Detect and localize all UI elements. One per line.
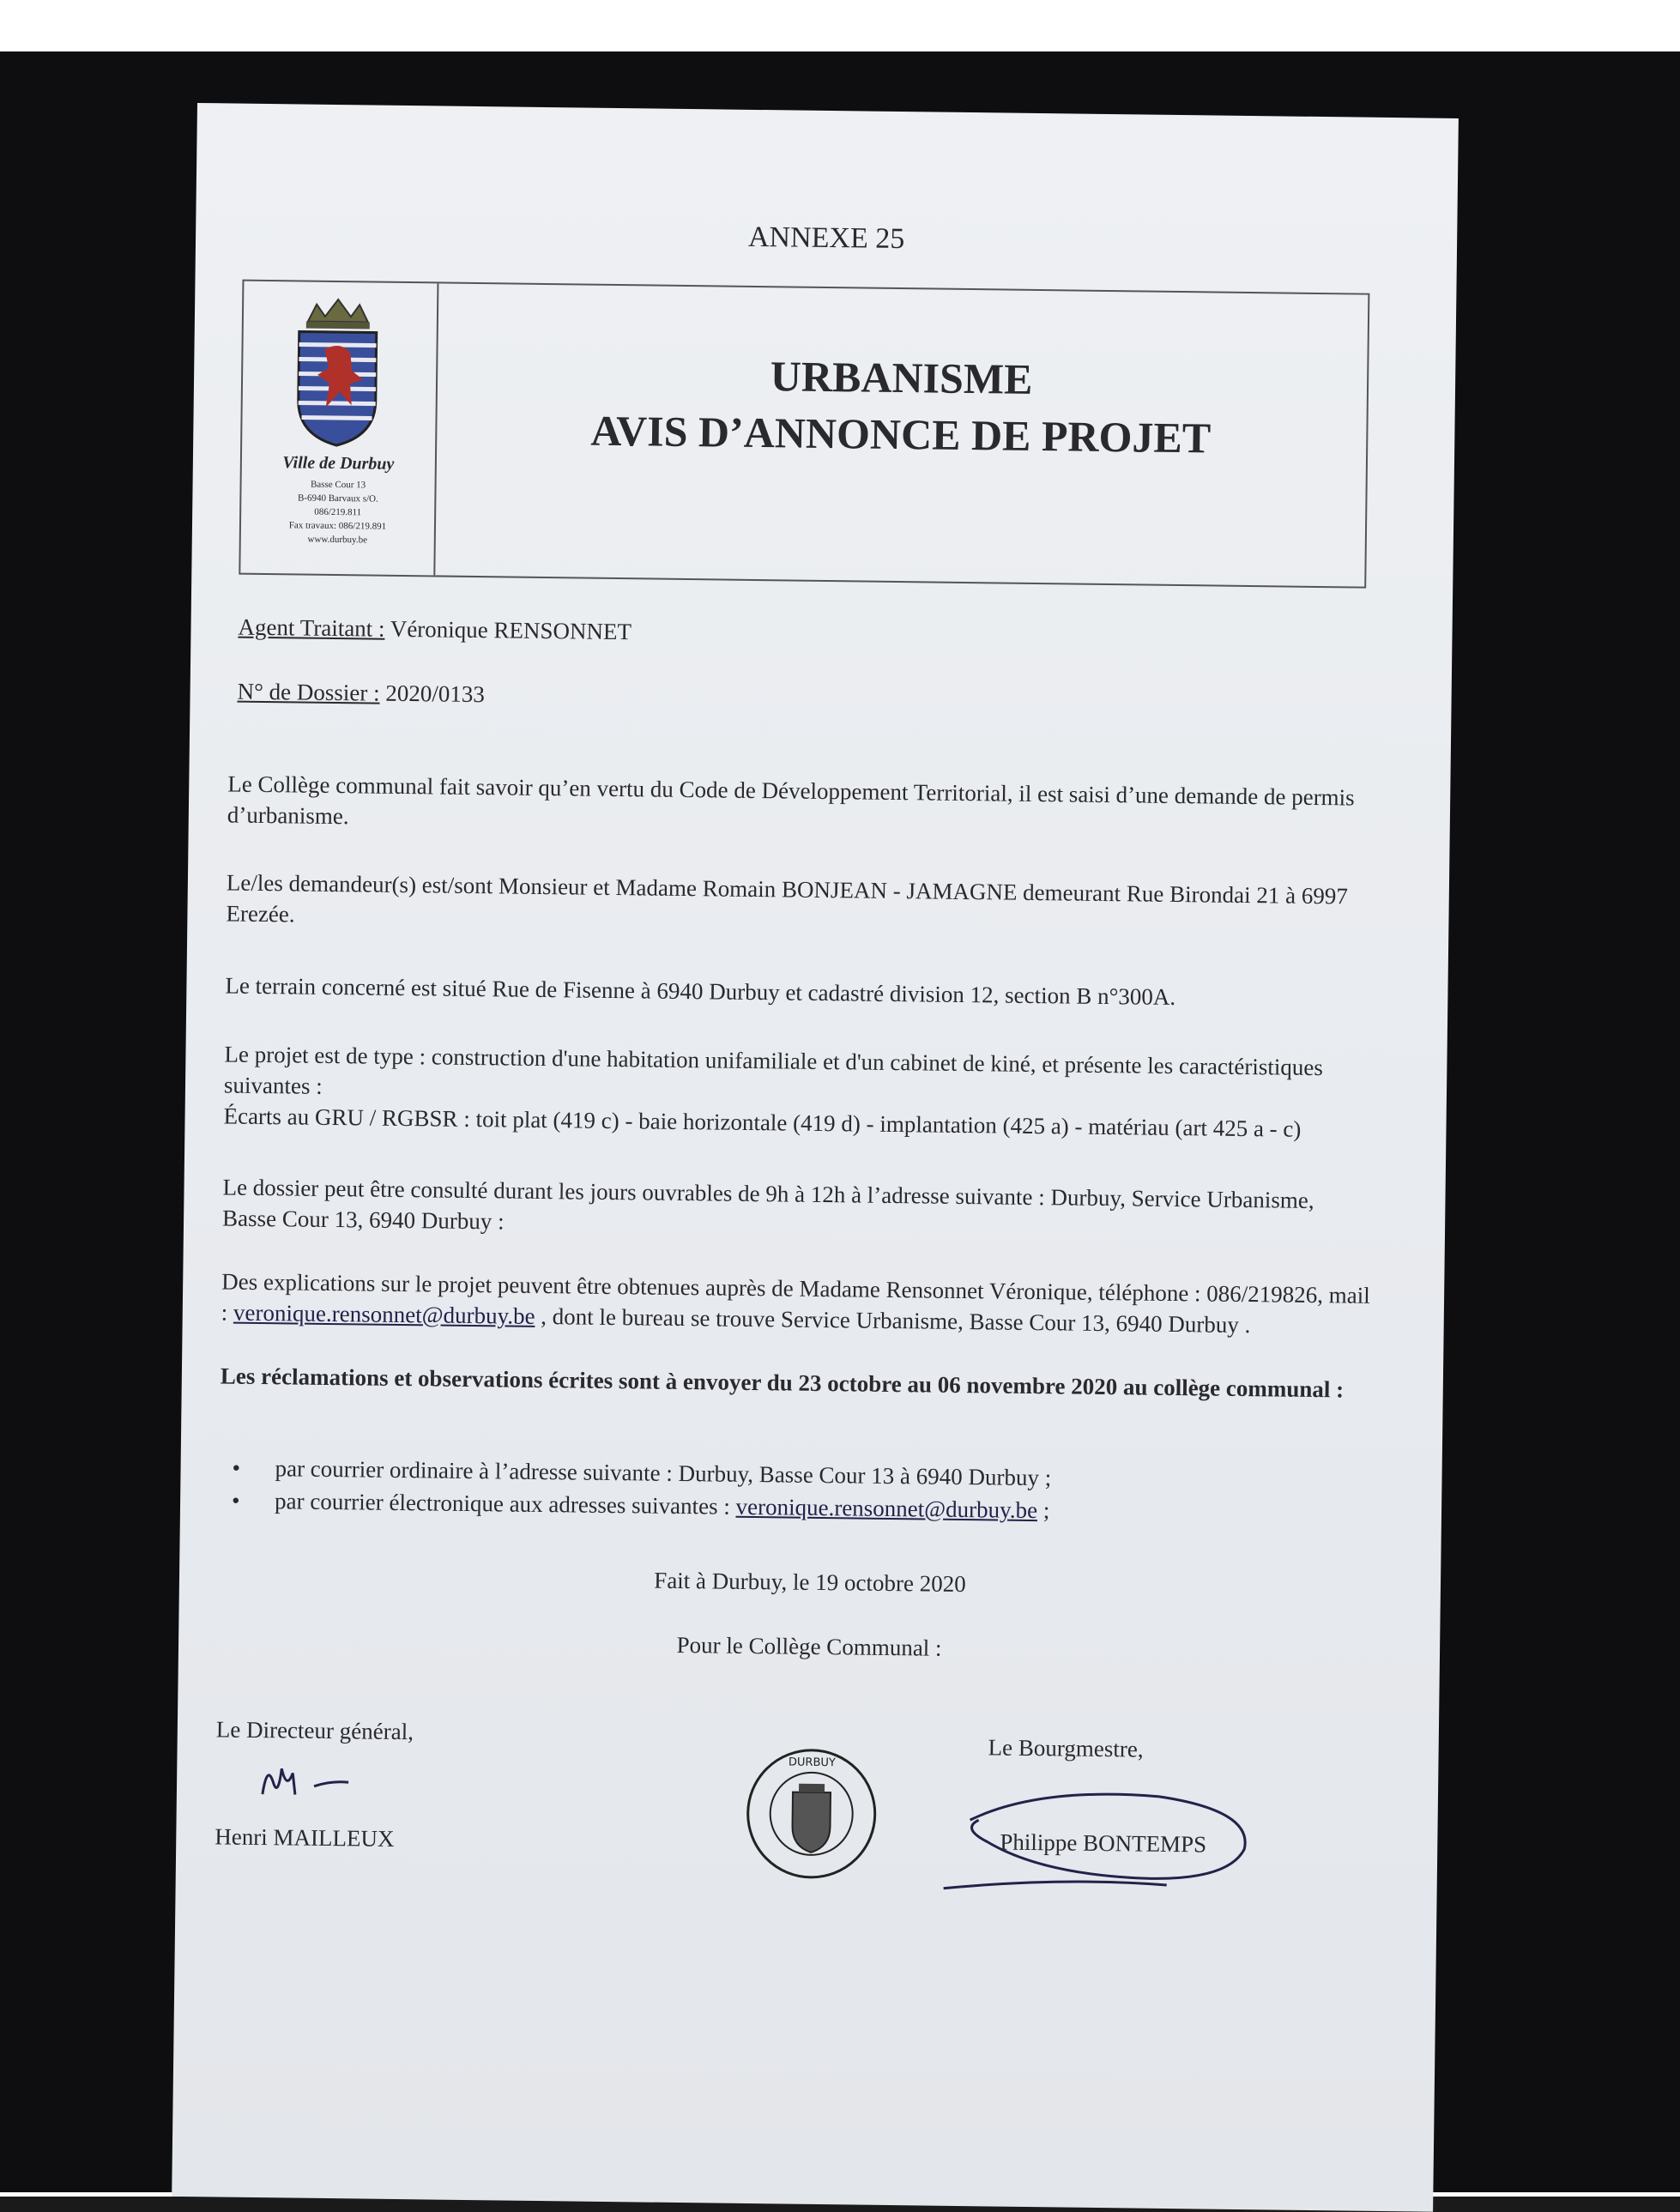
dossier-value: 2020/0133 (379, 680, 486, 708)
logo-address-line: B-6940 Barvaux s/O. (297, 493, 378, 505)
bullet-dot: • (231, 1487, 240, 1514)
paragraph-intro: Le Collège communal fait savoir qu’en vertu du Code de Développement Territorial, il est saisi d’une demande de permis d’urbanisme. (227, 771, 1355, 830)
dossier-row (237, 679, 485, 709)
fait-a-durbuy: Fait à Durbuy, le 19 octobre 2020 (654, 1567, 966, 1598)
paragraph-consultation: Le dossier peut être consulté durant les jours ouvrables de 9h à 12h à l’adresse suivante : Durbuy, Service Urbanisme, Basse Cour 13, 6940 Durbuy : (221, 1174, 1314, 1235)
explications-text-end: , dont le bureau se trouve Service Urbanisme, Basse Cour 13, 6940 Durbuy . (535, 1302, 1251, 1339)
dossier-label: N° de Dossier : (237, 678, 380, 706)
bourgmestre-title: Le Bourgmestre, (988, 1734, 1144, 1762)
agent-value: Véronique RENSONNET (384, 615, 632, 645)
paragraph-reclamations: Les réclamations et observations écrites sont à envoyer du 23 octobre au 06 novembre 2020 au collège communal : (220, 1363, 1345, 1403)
logo-address-line: 086/219.811 (314, 506, 362, 518)
ville-name: Ville de Durbuy (282, 453, 395, 474)
bullet-courrier-text: par courrier ordinaire à l’adresse suivante : Durbuy, Basse Cour 13 à 6940 Durbuy ; (275, 1455, 1052, 1491)
durbuy-crest-icon (289, 297, 385, 448)
title-line-2: AVIS D’ANNONCE DE PROJET (590, 406, 1212, 462)
paragraph-demandeur: Le/les demandeur(s) est/sont Monsieur et Madame Romain BONJEAN - JAMAGNE demeurant Rue Birondai 21 à 6997 Erezée. (226, 869, 1348, 928)
notice-document (172, 103, 1459, 2212)
commune-seal-icon (742, 1744, 881, 1883)
paragraph-ecarts: Écarts au GRU / RGBSR : toit plat (419 c) - baie horizontale (419 d) - implantation (425 a) - matériau (art 425 a - c) (223, 1103, 1302, 1142)
email-link[interactable]: veronique.rensonnet@durbuy.be (735, 1493, 1038, 1524)
bullet-electronique-end: ; (1036, 1497, 1050, 1524)
agent-label: Agent Traitant : (238, 613, 385, 642)
annexe-label: ANNEXE 25 (747, 221, 905, 256)
explications-text: Des explications sur le projet peuvent être obtenues auprès de Madame Rensonnet Véronique, téléphone : 086/219826, mail : (221, 1268, 1370, 1326)
directeur-title: Le Directeur général, (215, 1716, 414, 1745)
monitor-screen (0, 51, 1680, 2192)
logo-cell (240, 281, 438, 576)
directeur-signature-icon (254, 1747, 384, 1817)
bullet-electronique-text: par courrier électronique aux adresses suivantes : (274, 1488, 736, 1520)
svg-text:DURBUY: DURBUY (788, 1756, 836, 1770)
bourgmestre-name: Philippe BONTEMPS (1000, 1828, 1207, 1858)
logo-address-line: Fax travaux: 086/219.891 (288, 520, 387, 532)
paragraph-explications (221, 1266, 1372, 1341)
bullet-dot: • (232, 1454, 241, 1481)
logo-address-line: www.durbuy.be (307, 534, 368, 546)
paragraph-terrain: Le terrain concerné est situé Rue de Fisenne à 6940 Durbuy et cadastré division 12, section B n°300A. (225, 972, 1176, 1011)
header-box (239, 280, 1369, 589)
bullet-courrier (232, 1455, 1051, 1492)
title-line-1: URBANISME (770, 352, 1033, 403)
pour-le-college: Pour le Collège Communal : (676, 1631, 942, 1661)
paragraph-projet: Le projet est de type : construction d'une habitation unifamiliale et d'un cabinet de kiné, et présente les caractéristiques suivantes : (223, 1041, 1324, 1099)
agent-row (238, 614, 632, 646)
email-link[interactable]: veronique.rensonnet@durbuy.be (233, 1299, 535, 1329)
title-block (435, 343, 1368, 468)
directeur-name: Henri MAILLEUX (215, 1823, 395, 1852)
logo-address-line: Basse Cour 13 (310, 479, 366, 491)
bullet-electronique (232, 1488, 1050, 1525)
